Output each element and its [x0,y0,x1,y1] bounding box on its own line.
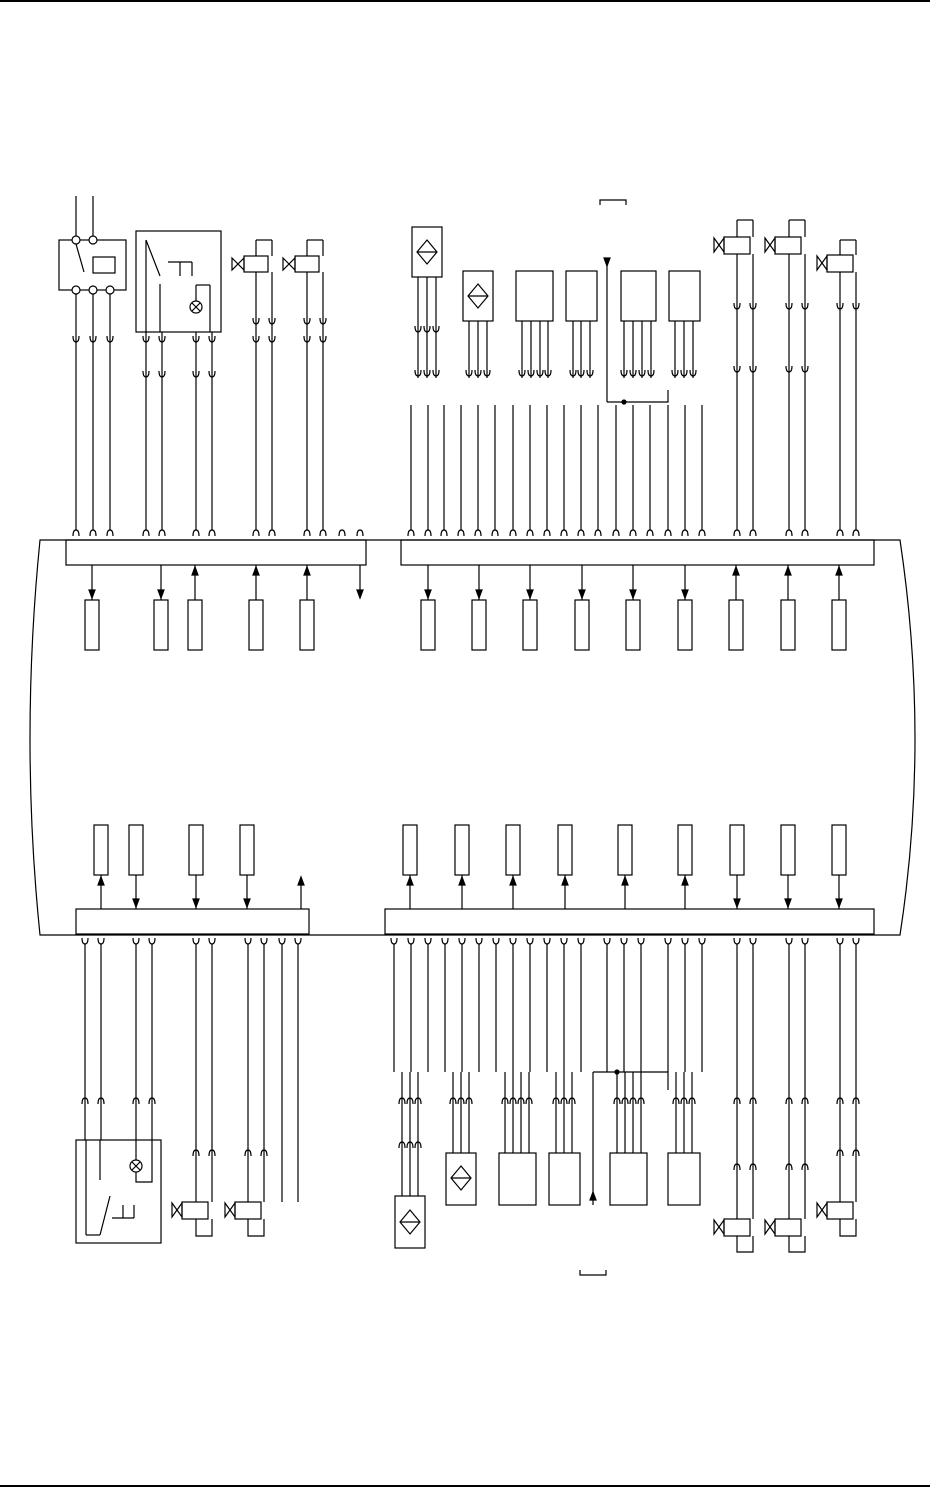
connector-pin [408,530,414,536]
fuse [472,600,486,650]
fuse [249,600,263,650]
connector-pin [638,938,644,944]
solenoid-valve-lower-2 [225,1202,264,1236]
solenoid-valve-lower-4 [765,1219,805,1252]
bracket-top [600,200,626,205]
relay-upper [59,196,126,294]
connector-pin [750,938,756,944]
fuse [575,600,589,650]
solenoid-valve-lower-1 [172,1202,212,1236]
connector-pin [261,938,267,944]
arrow [579,590,585,598]
connector-pin [665,530,671,536]
fuse [626,600,640,650]
connector-pin [295,938,301,944]
connector-pin [493,938,499,944]
fuse [729,600,743,650]
solenoid-valve-upper-1 [232,240,272,272]
connector-pin [107,530,113,536]
harness-body-outline [30,540,915,935]
connector-pin [561,530,567,536]
arrow [459,877,465,885]
module-upper-1 [516,271,553,321]
connector-pin [699,530,705,536]
fuse [188,600,202,650]
arrow [133,899,139,907]
arrow [158,590,164,598]
connector-pin [209,938,215,944]
connector-pin [425,938,431,944]
connector-pin [143,530,149,536]
connector-strip-upper-right [401,540,874,565]
connector-pin [699,938,705,944]
arrow [476,590,482,598]
connector-pin [320,530,326,536]
connector-pin [209,530,215,536]
connector-pin [604,938,610,944]
connector-pin [425,530,431,536]
connector-pin [802,938,808,944]
arrow [785,899,791,907]
solenoid-valve-lower-5 [817,1202,856,1236]
fuse [523,600,537,650]
connector-pin [578,530,584,536]
fuse [94,825,108,875]
fuse [154,600,168,650]
connector-pin [578,938,584,944]
connector-pin [630,530,636,536]
sensor-upper-2 [463,271,493,321]
connector-pin [269,530,275,536]
fuse [618,825,632,875]
arrow [622,877,628,885]
solenoid-valve-upper-4 [765,220,805,254]
fuse [781,825,795,875]
fuse [455,825,469,875]
sensor-lower-1 [395,1196,425,1248]
connector-pin [527,530,533,536]
switch-lamp-lower [76,1140,161,1243]
module-lower-3 [610,1153,647,1205]
connector-pin [193,938,199,944]
arrow [682,877,688,885]
fuse [730,825,744,875]
arrow [244,899,250,907]
arrow [298,877,304,885]
solenoid-valve-lower-3 [714,1219,753,1252]
arrow [193,899,199,907]
fuse [240,825,254,875]
connector-pin [853,938,859,944]
module-lower-1 [499,1153,536,1205]
fuse [129,825,143,875]
connector-pin [802,530,808,536]
arrow [304,567,310,575]
arrow [630,590,636,598]
connector-pin [682,938,688,944]
connector-pin [613,530,619,536]
connector-pin [734,530,740,536]
connector-pin [837,938,843,944]
arrow [98,877,104,885]
sensor-lower-2 [446,1153,476,1205]
arrow [682,590,688,598]
fuse [678,600,692,650]
connector-pin [339,530,345,536]
bracket-bottom [580,1270,606,1275]
arrow [510,877,516,885]
connector-pin [279,938,285,944]
connector-pin [510,530,516,536]
module-upper-3 [621,271,656,321]
arrow [192,567,198,575]
arrow [357,590,363,598]
arrow [425,590,431,598]
connector-strip-upper-left [66,540,366,565]
connector-pin [442,938,448,944]
fuse [85,600,99,650]
connector-pin [561,938,567,944]
connector-pin [193,530,199,536]
connector-pin [159,530,165,536]
connector-pin [786,530,792,536]
connector-pin [82,938,88,944]
arrow [785,567,791,575]
connector-pin [786,938,792,944]
connector-pin [357,530,363,536]
connector-pin [441,530,447,536]
module-lower-4 [668,1153,700,1205]
module-upper-2 [566,271,597,321]
connector-pin [595,530,601,536]
connector-pin [682,530,688,536]
arrow [562,877,568,885]
connector-pin [621,938,627,944]
connector-strip-lower-right [385,909,874,934]
connector-pin [253,530,259,536]
arrow [407,877,413,885]
connector-pin [459,938,465,944]
solenoid-valve-upper-5 [817,240,856,272]
connector-pin [853,530,859,536]
connector-pin [245,938,251,944]
fuse [832,600,846,650]
connector-pin [665,938,671,944]
fuse [781,600,795,650]
sensor-upper-1 [412,227,442,277]
fuse [300,600,314,650]
connector-pin [475,530,481,536]
arrow [89,590,95,598]
fuse [558,825,572,875]
switch-lamp-upper [136,231,221,332]
solenoid-valve-upper-3 [714,220,753,254]
connector-pin [837,530,843,536]
fuse [832,825,846,875]
connector-pin [458,530,464,536]
connector-pin [98,938,104,944]
connector-pin [90,530,96,536]
fuse [189,825,203,875]
connector-pin [408,938,414,944]
solenoid-valve-upper-2 [283,240,323,272]
connector-pin [73,530,79,536]
connector-pin [304,530,310,536]
upper-wires [73,254,859,536]
connector-pin [544,530,550,536]
module-upper-4 [669,271,700,321]
module-lower-2 [549,1153,580,1205]
arrow [836,899,842,907]
arrow [836,567,842,575]
connector-pin [647,530,653,536]
arrow [734,899,740,907]
connector-pin [527,938,533,944]
connector-pin [734,938,740,944]
arrow [253,567,259,575]
fuse [678,825,692,875]
arrow [733,567,739,575]
arrow [527,590,533,598]
fuse [506,825,520,875]
connector-pin [492,530,498,536]
connector-pin [133,938,139,944]
connector-strip-lower-left [76,909,309,934]
fuse-blocks [85,565,846,909]
fuse [421,600,435,650]
connector-pin [391,938,397,944]
connector-pin [750,530,756,536]
connector-pin [149,938,155,944]
fuse [403,825,417,875]
connector-pin [476,938,482,944]
connector-pin [544,938,550,944]
connector-pin [510,938,516,944]
